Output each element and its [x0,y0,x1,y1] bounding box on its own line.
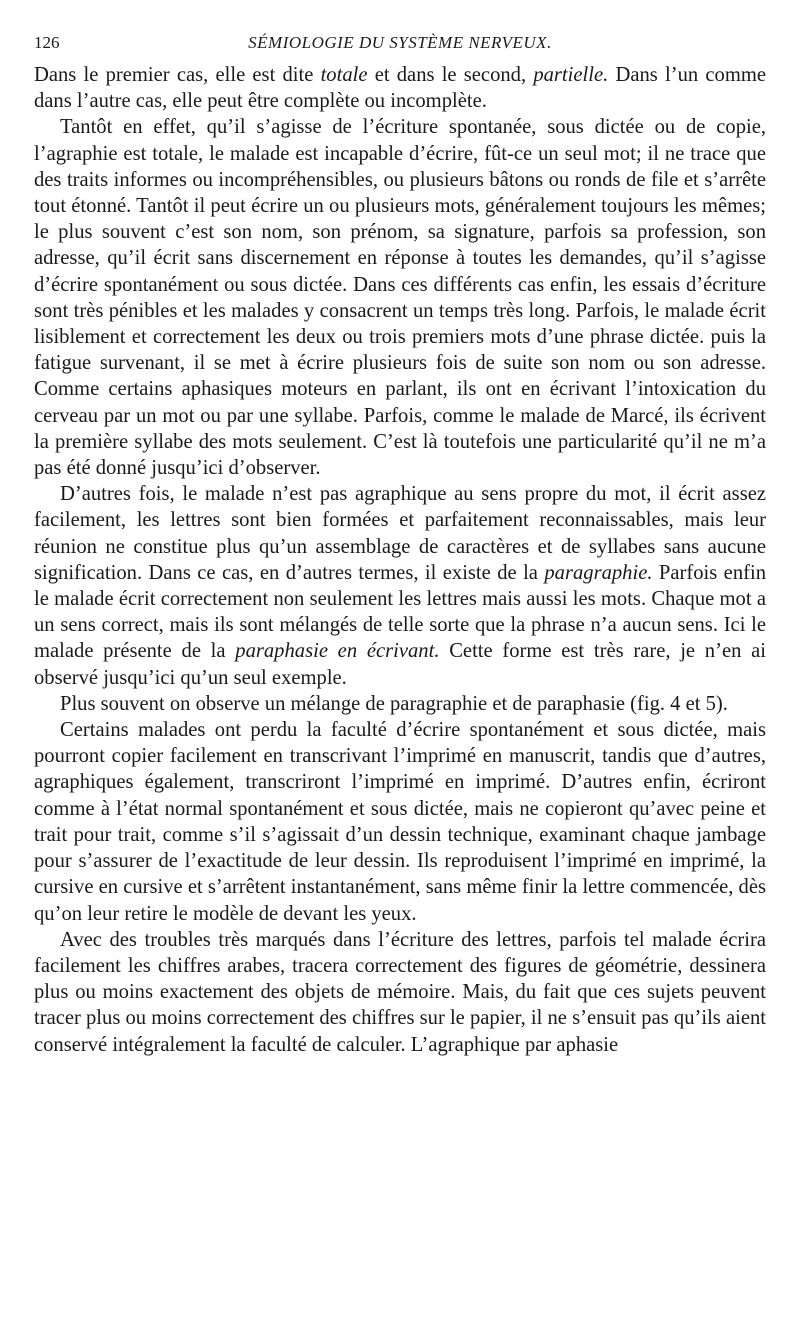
text-run: Cette forme est très rare, je n’en ai observé jusqu’ici qu’un seul exemple. [34,640,766,689]
running-head [34,26,766,60]
text-run: Dans l’un comme dans l’autre cas, elle peut être complète ou incomplète. [34,64,766,113]
page-number: 126 [34,33,60,52]
running-title: SÉMIOLOGIE DU SYSTÈME NERVEUX. [248,33,552,52]
text-run: et dans le second, [367,64,534,86]
text-run: Dans le premier cas, elle est dite [34,64,321,86]
paragraph [34,114,766,481]
body-text [34,62,766,1058]
italic-term: partielle. [533,64,609,86]
text-run: D’autres fois, le malade n’est pas agraphique au sens propre du mot, il écrit assez facilement, les lettres sont bien formées et parfaitement reconnaissables, mais leur réunion ne constitue plus qu’un assemblage de caractères et de syllabes sans aucune signification. Dans ce cas, en d’autres termes, il existe de la [34,483,766,584]
italic-term: paraphasie en écrivant. [235,640,440,663]
paragraph [34,481,766,691]
paragraph [34,717,766,927]
text-run: Parfois enfin le malade écrit correctement non seulement les lettres mais aussi les mots. Chaque mot a un sens correct, mais ils sont mélangés de telle sorte que la phrase n’a aucun sens. Ici le malade présente de la [34,561,766,663]
text-run: Certains malades ont perdu la faculté d’écrire spontanément et sous dictée, mais pourront copier facilement en transcrivant l’imprimé en manuscrit, tandis que d’autres, agraphiques également, transcriront l’imprimé en imprimé. D’autres enfin, écriront comme à l’état normal spontanément et sous dictée, mais ne copieront qu’avec peine et trait pour trait, comme s’il s’agissait d’un dessin technique, examinant chaque jambage pour s’assurer de l’exactitude de leur dessin. Ils reproduisent l’imprimé en imprimé, la cursive en cursive et s’arrêtent instantanément, sans même finir la lettre commencée, dès qu’on leur retire le modèle de devant les yeux. [34,719,766,925]
paragraph [34,62,766,114]
paragraph [34,691,766,717]
italic-term: totale [320,64,368,86]
italic-term: paragraphie. [544,561,653,584]
text-run: Tantôt en effet, qu’il s’agisse de l’écriture spontanée, sous dictée ou de copie, l’agraphie est totale, le malade est incapable d’écrire, fût-ce un seul mot; il ne trace que des traits informes ou incompréhensibles, ou plusieurs bâtons ou ronds de file et s’arrête tout étonné. Tantôt il peut écrire un ou plusieurs mots, généralement toujours les mêmes; le plus souvent c’est son nom, son prénom, sa signature, parfois sa profession, son adresse, qu’il écrit sans discernement en réponse à toutes les demandes, qu’il s’agisse d’écrire spontanément ou sous dictée. Dans ces différents cas enfin, les essais d’écriture sont très pénibles et les malades y consacrent un temps très long. Parfois, le malade écrit lisiblement et correctement les deux ou trois premiers mots d’une phrase dictée. puis la fatigue survenant, il se met à écrire plusieurs fois de suite son nom ou son adresse. Comme certains aphasiques moteurs en parlant, ils ont en écrivant l’intoxication du cerveau par un mot ou par une syllabe. Parfois, comme le malade de Marcé, ils écrivent la première syllabe des mots seulement. C’est là toutefois une particularité qu’il ne m’a pas été donné jusqu’ici d’observer. [34,116,766,480]
text-run: Avec des troubles très marqués dans l’écriture des lettres, parfois tel malade écrira facilement les chiffres arabes, tracera correctement des figures de géométrie, dessinera plus ou moins exactement des objets de mémoire. Mais, du fait que ces sujets peuvent tracer plus ou moins correctement des chiffres sur le papier, il ne s’ensuit pas qu’ils aient conservé intégralement la faculté de calculer. L’agraphique par aphasie [34,928,766,1056]
text-run: Plus souvent on observe un mélange de paragraphie et de paraphasie (fig. 4 et 5). [60,692,728,715]
paragraph [34,927,766,1058]
